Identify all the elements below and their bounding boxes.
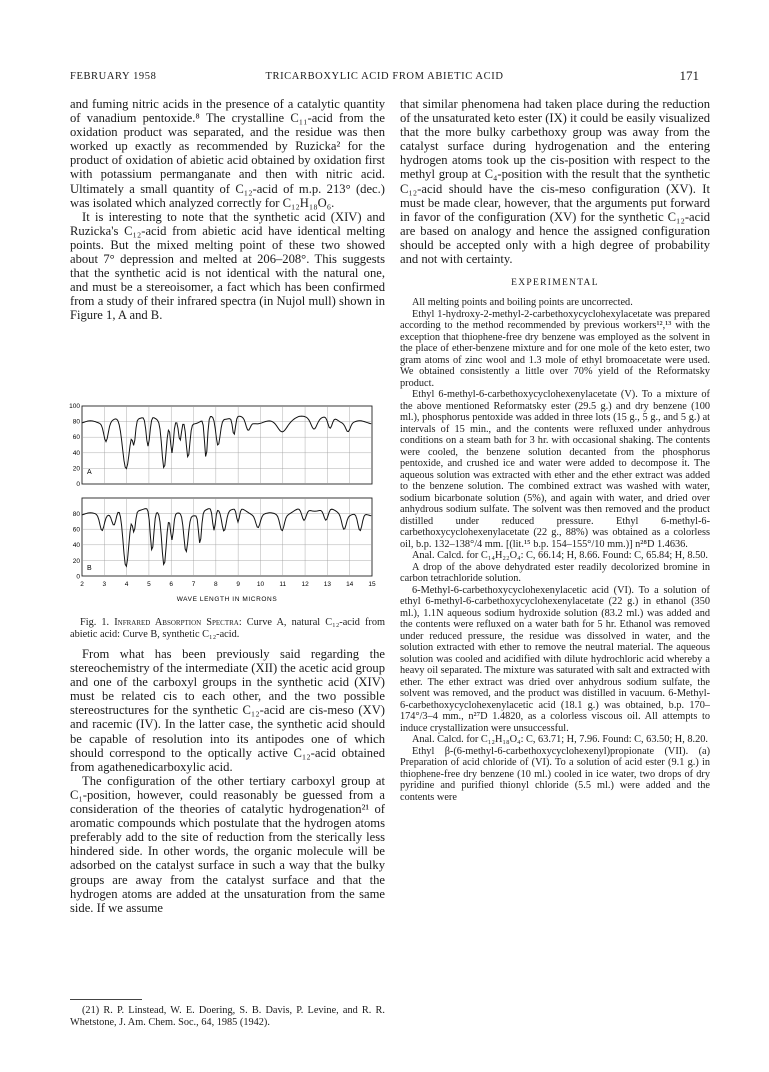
x-axis-label: WAVE LENGTH IN MICRONS <box>176 596 278 603</box>
caption-fig-label: Fig. 1. <box>80 617 110 628</box>
y-tick-label: 100 <box>69 403 80 410</box>
left-column-top <box>70 97 385 397</box>
x-tick-label: 15 <box>368 581 376 588</box>
curve-a-line <box>82 416 371 469</box>
section-heading-experimental: EXPERIMENTAL <box>511 278 599 289</box>
page-number: 171 <box>679 68 699 83</box>
paragraph: that similar phenomena had taken place during the reduction of the unsaturated keto ester (IX) it could be easily visualized that the more bulky carbethoxy group was away from the catalyst surface during hydrogenation and the entering hydrogen atoms took up the cis-position with respect to the methyl group at C₄-position with the result that the synthetic C₁₂-acid should have the cis-meso configuration (XV). It must be made clear, however, that the arguments put forward in favor of the configuration (XV) for the synthetic C₁₂-acid are based on analogy and hence the assigned configuration should be accepted only with a high degree of probability and not with certainty. <box>400 97 710 267</box>
x-tick-label: 6 <box>169 581 174 588</box>
y-tick-label: 0 <box>76 481 80 488</box>
running-head-title: TRICARBOXYLIC ACID FROM ABIETIC ACID <box>265 71 504 82</box>
ir-spectra-figure <box>68 398 386 614</box>
y-tick-label: 20 <box>72 557 80 565</box>
paragraph: It is interesting to note that the synthetic acid (XIV) and Ruzicka's C₁₂-acid from abietic acid have identical melting points. But the mixed melting point of these two showed about 7° depression and melted at 206–208°. This suggests that the synthetic acid is not identical with the natural one, and must be a stereoisomer, a fact which has been confirmed from a study of their infrared spectra (in Nujol mull) shown in Figure 1, A and B. <box>70 209 385 323</box>
curve-b-label: B <box>87 565 92 572</box>
curve-a-label: A <box>87 469 92 476</box>
paragraph: Anal. Calcd. for C₁₂H₁₈O₄: C, 63.71; H, 7.96. Found: C, 63.50; H, 8.20. <box>412 734 708 746</box>
running-head-date: FEBRUARY 1958 <box>70 71 157 82</box>
y-tick-label: 40 <box>72 542 80 550</box>
y-tick-label: 80 <box>72 511 80 518</box>
paragraph: All melting points and boiling points are uncorrected. <box>412 297 633 309</box>
footnote-rule <box>70 999 142 1000</box>
paragraph: Ethyl 1-hydroxy-2-methyl-2-carbethoxycyclohexylacetate was prepared according to the method recommended by previous workers¹²,¹³ with the exception that thiophene-free dry benzene was employed as the solvent in the place of ether-benzene mixture and for one mole of the keto ester, two gram atoms of zinc wool and 1.3 mole of ethyl bromoacetate were used. We obtained consistently a little over 70% yield of the Reformatsky product. <box>400 308 710 389</box>
paragraph: Ethyl β-(6-methyl-6-carbethoxycyclohexenyl)propionate (VII). (a) Preparation of acid chloride of (VI). To a solution of acid ester (9.1 g.) in thiophene-free dry benzene (10 ml.) cooled in ice water, two drops of dry pyridine and purified thionyl chloride (5.5 ml.) were added and the contents were <box>400 745 710 803</box>
x-tick-label: 14 <box>346 581 354 588</box>
paragraph: From what has been previously said regarding the stereochemistry of the intermediate (XII) the acetic acid group and one of the carboxyl groups in the synthetic acid (XIV) must be related cis to each other, and the two possible stereostructures for the synthetic C₁₂-acid are cis-meso (XV) and racemic (IV). In the latter case, the synthetic acid should be capable of resolution into its antipodes one of which should correspond to the optically active C₁₂-acid obtained from agathenedicarboxylic acid. <box>70 647 385 774</box>
y-tick-label: 60 <box>72 434 80 442</box>
x-tick-label: 12 <box>301 581 309 588</box>
paragraph: 6-Methyl-6-carbethoxycyclohexenylacetic acid (VI). To a solution of ethyl 6-methyl-6-carbethoxycyclohexenylacetate (22 g.) in ethanol (350 ml.), 1.1N aqueous sodium hydroxide solution (83.2 ml.) was added and the contents were refluxed on a water bath for 5 hr. Ethanol was removed under reduced pressure, the residue was dissolved in water, and the solution extracted with ether to remove the neutral material. The aqueous solution was cooled and acidified with dilute hydrochloric acid whereby a heavy oil separated. The mixture was saturated with salt and extracted with ether. The ether extract was dried over anhydrous sodium sulfate, the solvent was removed, and the product was distilled in vacuum. 6-Methyl-6-carbethoxycyclohexenylacetic acid (18.1 g.) was obtained, b.p. 170–174°/3–4 mm., n²⁷D 1.4820, as a colorless viscous oil. All attempts to induce crystallization were unsuccessful. <box>400 584 710 734</box>
chart-b-frame <box>82 498 372 576</box>
paragraph: A drop of the above dehydrated ester readily decolorized bromine in carbon tetrachloride solution. <box>400 561 710 585</box>
paragraph: Anal. Calcd. for C₁₄H₂₂O₄: C, 66.14; H, 8.66. Found: C, 65.84; H, 8.50. <box>412 550 708 562</box>
left-column-bottom <box>70 647 385 995</box>
y-tick-label: 80 <box>72 418 80 426</box>
x-tick-label: 7 <box>191 581 196 588</box>
footnote: (21) R. P. Linstead, W. E. Doering, S. B. Davis, P. Levine, and R. R. Whetstone, J. Am. Chem. Soc., 64, 1985 (1942). <box>70 1005 385 1028</box>
y-tick-label: 20 <box>72 465 80 473</box>
curve-b-line <box>82 509 371 567</box>
x-tick-label: 8 <box>214 581 218 588</box>
x-tick-label: 11 <box>279 581 287 588</box>
x-tick-label: 5 <box>147 581 151 588</box>
paragraph: and fuming nitric acids in the presence of a catalytic quantity of vanadium pentoxide.⁸ The crystalline C₁₁-acid from the oxidation product was separated, and the residue was then worked up exactly as recommended by Ruzicka² for the product of oxidation of abietic acid obtained by oxidation first with potassium permanganate and then with nitric acid. Ultimately a small quantity of C₁₂-acid of m.p. 213° (dec.) was isolated which analyzed correctly for C₁₂H₁₈O₆. <box>70 97 385 210</box>
caption-title: Infrared Absorption Spectra <box>114 617 239 628</box>
y-tick-label: 60 <box>72 526 80 534</box>
chart-a-frame <box>82 406 372 484</box>
x-tick-label: 13 <box>323 581 332 588</box>
figure-caption <box>70 617 385 641</box>
x-tick-label: 9 <box>236 581 240 588</box>
paragraph: Ethyl 6-methyl-6-carbethoxycyclohexenylacetate (V). To a mixture of the above mentioned Reformatsky ester (29.5 g.) and dry benzene (100 ml.), phosphorus pentoxide was added in three lots (15 g., 5 g., and 5 g.) at intervals of 15 min., and the contents were refluxed under anhydrous conditions on a steam bath for 3 hr. with occasional shaking. The contents were cooled, the benzene solution decanted from the phosphorus pentoxide, and crushed ice and water were added to decompose it. The aqueous solution was extracted with ether and the ether extract was added to the benzene solution. The combined extract was washed with water, sodium bicarbonate solution (5%), and again with water, and dried over anhydrous sodium sulfate. The solvent was then removed and the product distilled under reduced pressure. Ethyl 6-methyl-6-carbethoxycyclohexenylacetate (22 g., 88%) was obtained as a colorless oil, b.p. 132–138°/4 mm. [(lit.¹⁵ b.p. 154–155°/10 mm.)] n²⁸D 1.4636. <box>400 389 710 550</box>
x-tick-label: 4 <box>124 581 129 588</box>
x-tick-label: 10 <box>256 581 265 588</box>
x-tick-label: 2 <box>80 581 84 588</box>
caption-text: : Curve A, natural C₁₂-acid from abietic acid: Curve B, synthetic C₁₂-acid. <box>70 617 385 640</box>
right-column <box>400 97 710 1057</box>
y-tick-label: 40 <box>72 449 80 457</box>
paragraph: The configuration of the other tertiary carboxyl group at C₁-position, however, could reasonably be guessed from a consideration of the theories of catalytic hydrogenation²¹ of aromatic compounds which postulate that the hydrogen atoms preferably add to the site of reduction from the sterically less hindered side. In other words, the organic molecule will be adsorbed on the catalyst surface in such a way that the bulky groups are away from the catalyst surface and that the hydrogen atoms are added at the unsaturation from the same side. If we assume <box>70 773 385 915</box>
x-tick-label: 3 <box>102 581 107 588</box>
y-tick-label: 0 <box>76 573 80 581</box>
